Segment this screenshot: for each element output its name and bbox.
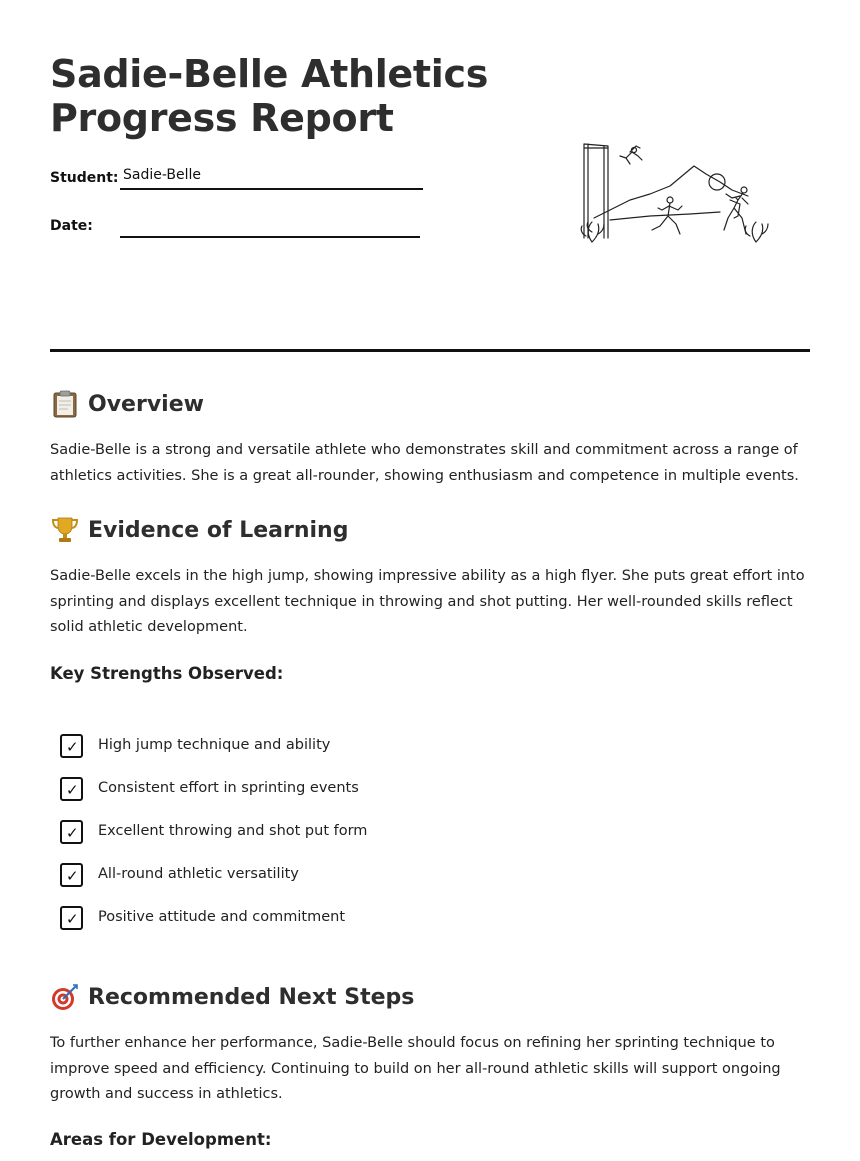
checklist-item[interactable] bbox=[60, 860, 800, 903]
checkbox[interactable] bbox=[60, 734, 83, 758]
title-line-1: Sadie-Belle Athletics bbox=[50, 52, 489, 96]
check-icon: ✓ bbox=[66, 910, 79, 928]
checklist-item[interactable] bbox=[60, 903, 800, 946]
areas-heading: Areas for Development: bbox=[50, 1130, 272, 1149]
next-steps-text: To further enhance her performance, Sadie-Belle should focus on refining her sprinting technique to improve speed and efficiency. Continuing to build on her all-round athletic skills will support ongoing growth and success in athletics. bbox=[50, 1035, 781, 1102]
date-field[interactable] bbox=[50, 208, 430, 238]
student-field[interactable] bbox=[50, 160, 430, 190]
trophy-icon bbox=[50, 515, 80, 545]
report-page bbox=[50, 0, 810, 1161]
checkbox[interactable] bbox=[60, 820, 83, 844]
check-icon: ✓ bbox=[66, 738, 79, 756]
athletics-illustration bbox=[570, 138, 770, 248]
evidence-heading bbox=[50, 515, 348, 545]
student-value[interactable]: Sadie-Belle bbox=[123, 167, 202, 183]
overview-heading-text: Overview bbox=[88, 391, 204, 417]
checklist-item[interactable] bbox=[60, 817, 800, 860]
clipboard-icon bbox=[50, 389, 80, 419]
checkbox[interactable] bbox=[60, 906, 83, 930]
checklist-item-label: High jump technique and ability bbox=[98, 737, 331, 753]
checkbox[interactable] bbox=[60, 777, 83, 801]
checklist-item-label: Consistent effort in sprinting events bbox=[98, 780, 359, 796]
checklist-item[interactable] bbox=[60, 774, 800, 817]
overview-text: Sadie-Belle is a strong and versatile athlete who demonstrates skill and commitment across a range of athletics activities. She is a great all-rounder, showing enthusiasm and competence in multiple events. bbox=[50, 442, 799, 484]
date-underline bbox=[120, 236, 420, 238]
student-underline bbox=[120, 188, 423, 190]
checklist-item-label: Excellent throwing and shot put form bbox=[98, 823, 368, 839]
evidence-text: Sadie-Belle excels in the high jump, showing impressive ability as a high flyer. She puts great effort into sprinting and displays excellent technique in throwing and shot putting. Her well-rounded skills reflect solid athletic development. bbox=[50, 568, 805, 635]
checklist-item-label: Positive attitude and commitment bbox=[98, 909, 346, 925]
check-icon: ✓ bbox=[66, 824, 79, 842]
target-icon bbox=[50, 982, 80, 1012]
date-label: Date: bbox=[50, 218, 93, 234]
strengths-heading: Key Strengths Observed: bbox=[50, 664, 284, 683]
title-line-2: Progress Report bbox=[50, 96, 394, 140]
checklist-item-label: All-round athletic versatility bbox=[98, 866, 299, 882]
check-icon: ✓ bbox=[66, 781, 79, 799]
overview-heading bbox=[50, 389, 204, 419]
strengths-checklist bbox=[60, 731, 800, 946]
page-title bbox=[50, 52, 520, 140]
evidence-heading-text: Evidence of Learning bbox=[88, 517, 349, 543]
checkbox[interactable] bbox=[60, 863, 83, 887]
checklist-item[interactable] bbox=[60, 731, 800, 774]
next-steps-heading-text: Recommended Next Steps bbox=[88, 984, 415, 1010]
student-label: Student: bbox=[50, 170, 119, 186]
next-steps-heading bbox=[50, 982, 414, 1012]
check-icon: ✓ bbox=[66, 867, 79, 885]
header-divider bbox=[50, 349, 810, 352]
